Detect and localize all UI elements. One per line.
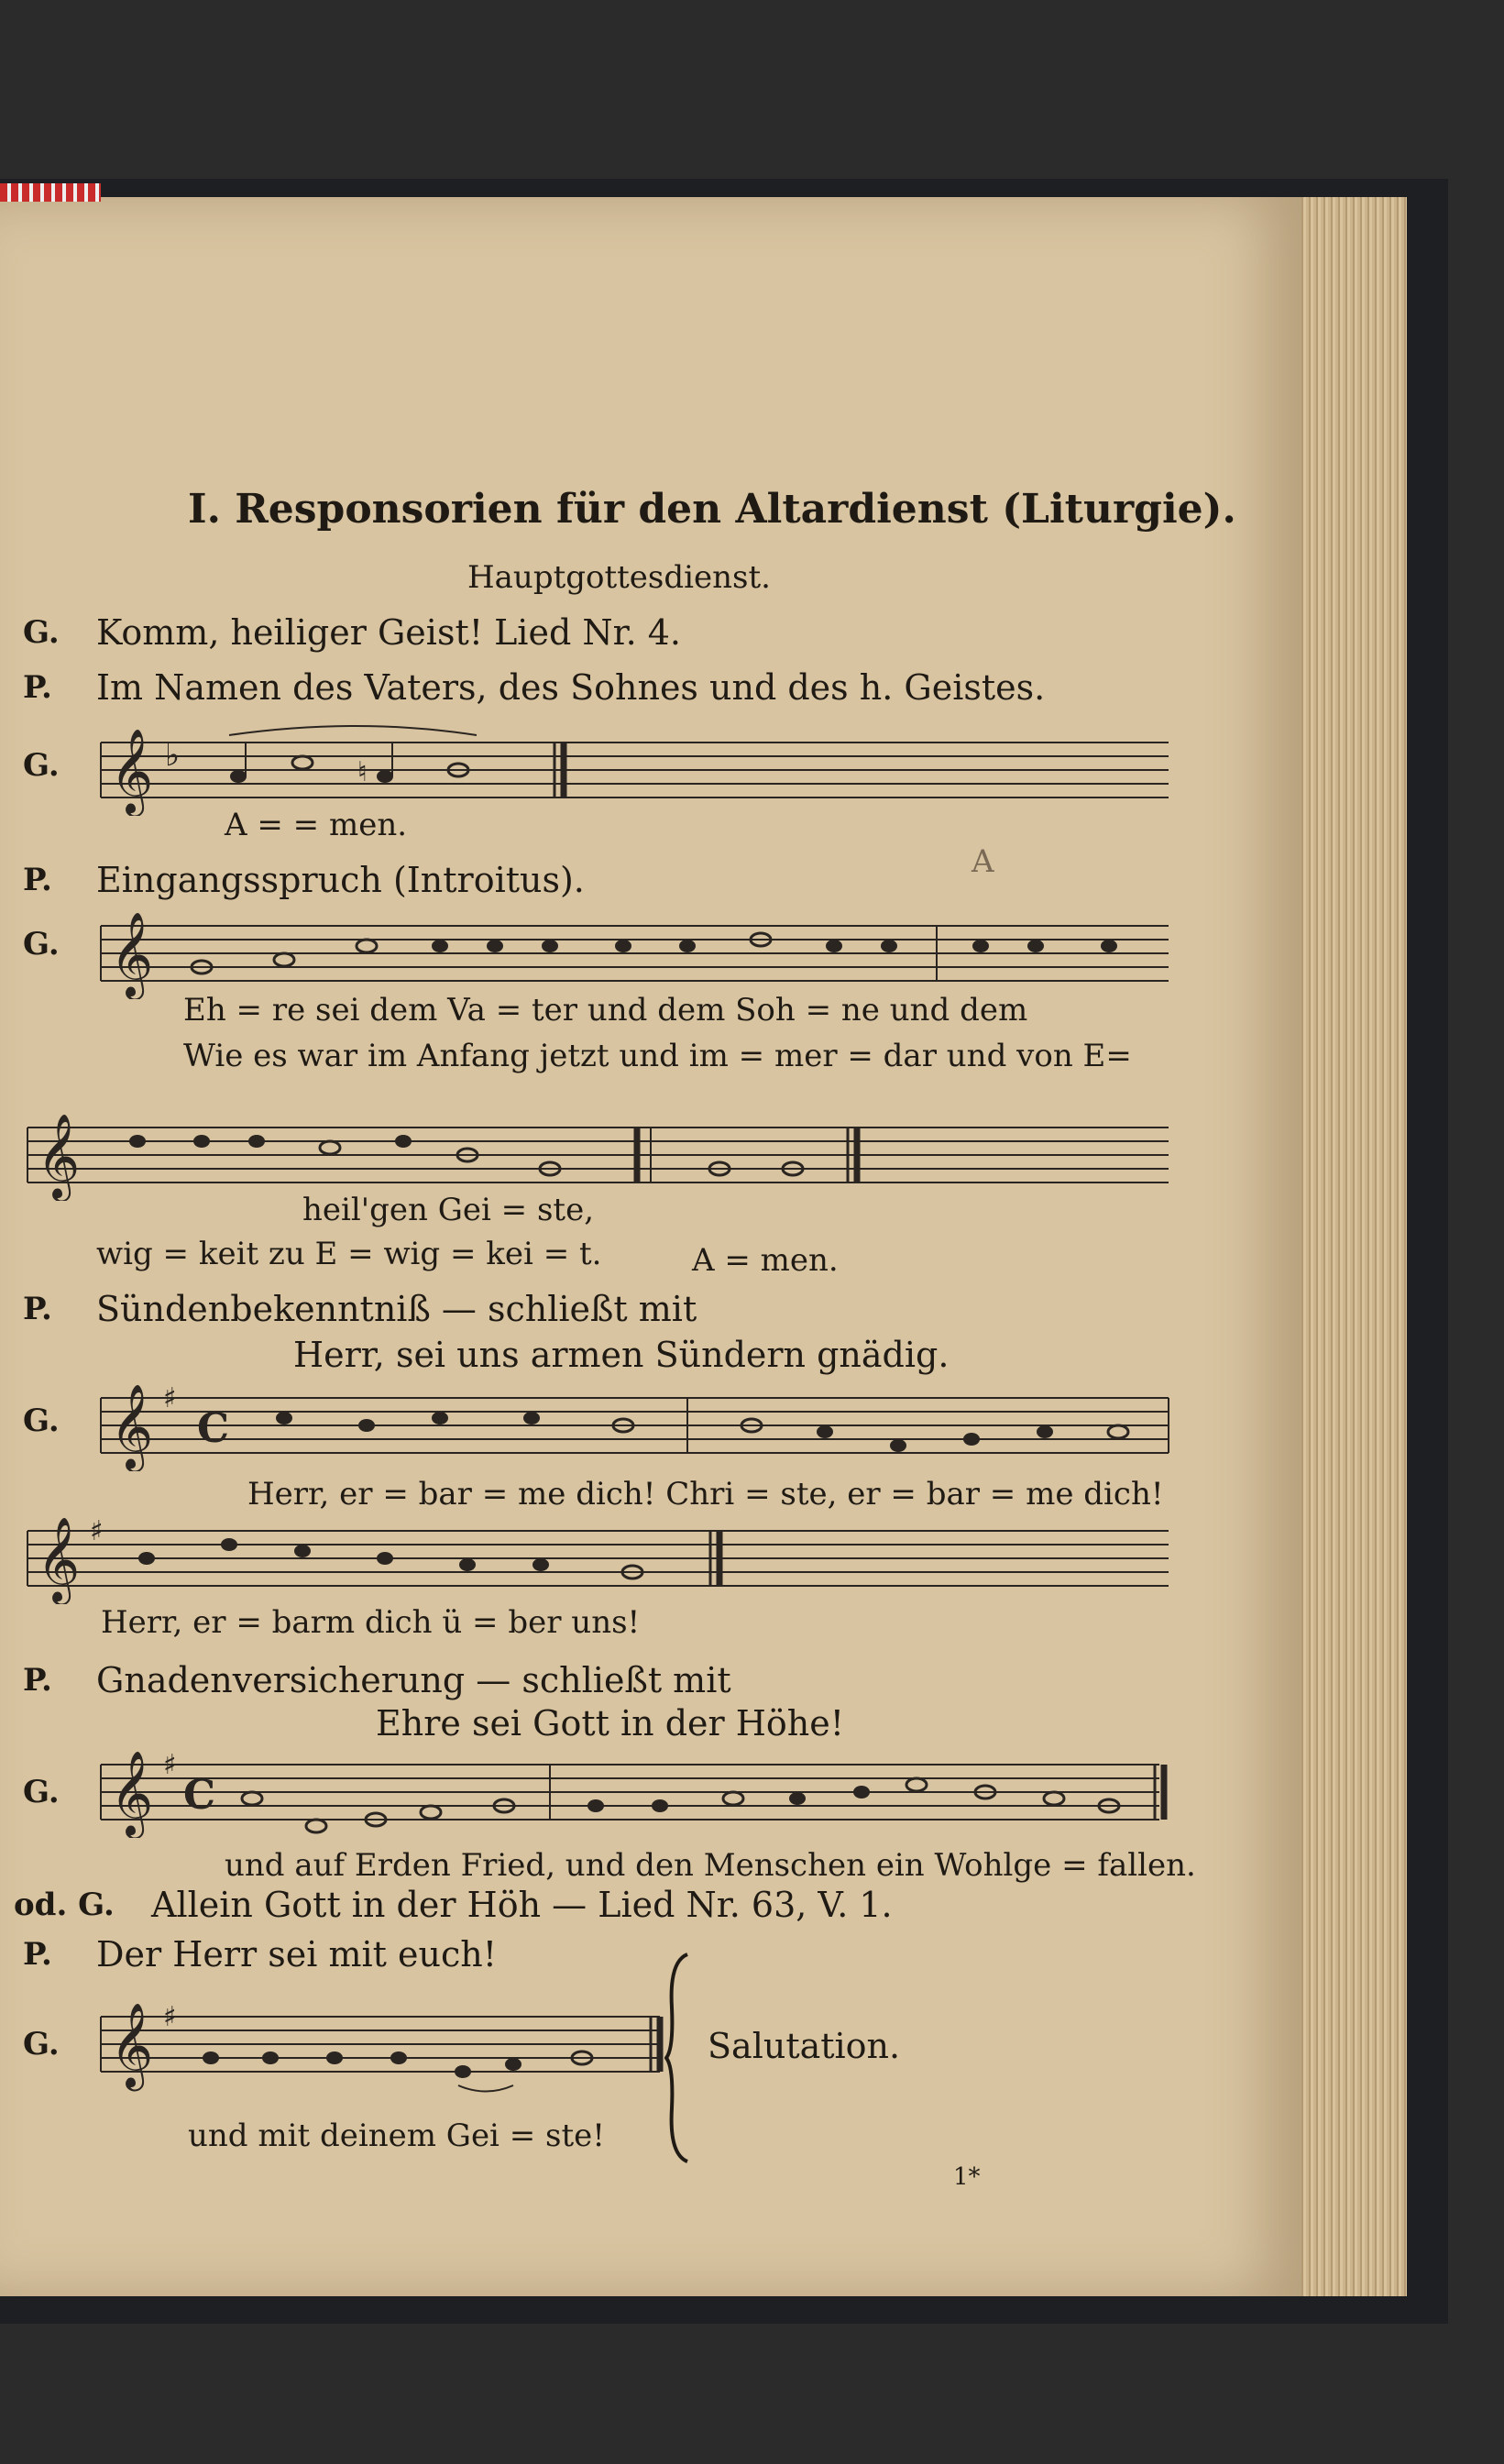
svg-text:𝄞: 𝄞 xyxy=(37,1113,81,1198)
text-line: Der Herr sei mit euch! xyxy=(96,1934,497,1974)
lyrics: Herr, er = barm dich ü = ber uns! xyxy=(101,1604,641,1641)
svg-text:♭: ♭ xyxy=(165,737,181,774)
svg-text:𝄞: 𝄞 xyxy=(110,1750,154,1835)
svg-text:♮: ♮ xyxy=(357,756,368,788)
music-staff xyxy=(92,1746,1173,1838)
music-staff xyxy=(92,1998,669,2099)
lyrics: wig = keit zu E = wig = kei = t. xyxy=(96,1236,602,1272)
brace xyxy=(664,1952,692,2167)
text-line: Sündenbekenntniß — schließt mit xyxy=(96,1289,697,1329)
role-label: G. xyxy=(23,926,60,962)
role-label: od. G. xyxy=(14,1886,115,1923)
text-line: Gnadenversicherung — schließt mit xyxy=(96,1660,731,1700)
section-subtitle: Hauptgottesdienst. xyxy=(467,559,771,596)
svg-text:𝄞: 𝄞 xyxy=(110,911,154,996)
svg-text:♯: ♯ xyxy=(163,2001,177,2033)
svg-text:𝄞: 𝄞 xyxy=(37,1516,81,1601)
music-staff xyxy=(18,1512,1173,1604)
svg-text:♯: ♯ xyxy=(90,1515,104,1547)
role-label: P. xyxy=(23,862,52,898)
role-label: G. xyxy=(23,1774,60,1810)
svg-text:C: C xyxy=(197,1405,230,1452)
lyrics: und auf Erden Fried, und den Menschen ein Wohlge = fallen. xyxy=(225,1847,1196,1884)
lyrics: Eh = re sei dem Va = ter und dem Soh = ne und dem xyxy=(183,992,1028,1028)
role-label: P. xyxy=(23,1662,52,1699)
role-label: P. xyxy=(23,1291,52,1327)
lyrics: Herr, er = bar = me dich! Chri = ste, er = bar = me dich! xyxy=(247,1476,1164,1512)
bookmark-ribbon xyxy=(0,183,101,202)
page-mark: 1* xyxy=(953,2163,981,2191)
pencil-mark: A xyxy=(972,843,994,880)
svg-text:C: C xyxy=(183,1772,216,1819)
svg-text:♯: ♯ xyxy=(163,1382,177,1414)
role-label: G. xyxy=(23,614,60,651)
text-line: Ehre sei Gott in der Höhe! xyxy=(376,1703,845,1744)
text-line: Herr, sei uns armen Sündern gnädig. xyxy=(293,1335,950,1375)
music-staff xyxy=(92,908,1173,999)
lyrics: A = = men. xyxy=(225,807,408,843)
role-label: P. xyxy=(23,669,52,706)
lyrics: heil'gen Gei = ste, xyxy=(302,1192,595,1228)
lyrics: und mit deinem Gei = ste! xyxy=(188,2118,605,2154)
text-line: Eingangsspruch (Introitus). xyxy=(96,860,585,900)
text-line: Komm, heiliger Geist! Lied Nr. 4. xyxy=(96,612,682,653)
music-staff xyxy=(92,724,1173,816)
svg-text:𝄞: 𝄞 xyxy=(110,728,154,813)
music-staff xyxy=(92,1380,1173,1471)
role-label: G. xyxy=(23,747,60,784)
lyrics: Wie es war im Anfang jetzt und im = mer = dar und von E= xyxy=(183,1038,1132,1074)
text-line: Im Namen des Vaters, des Sohnes und des h. Geistes. xyxy=(96,667,1046,708)
lyrics: A = men. xyxy=(692,1242,839,1279)
svg-text:♯: ♯ xyxy=(163,1749,177,1781)
text-line: Allein Gott in der Höh — Lied Nr. 63, V. 1. xyxy=(151,1885,893,1925)
svg-text:𝄞: 𝄞 xyxy=(110,2002,154,2087)
role-label: G. xyxy=(23,1402,60,1439)
music-staff xyxy=(18,1109,1173,1201)
role-label: P. xyxy=(23,1936,52,1973)
role-label: G. xyxy=(23,2026,60,2062)
page-title: I. Responsorien für den Altardienst (Liturgie). xyxy=(188,486,1236,533)
svg-text:𝄞: 𝄞 xyxy=(110,1383,154,1468)
salutation-label: Salutation. xyxy=(708,2026,901,2066)
